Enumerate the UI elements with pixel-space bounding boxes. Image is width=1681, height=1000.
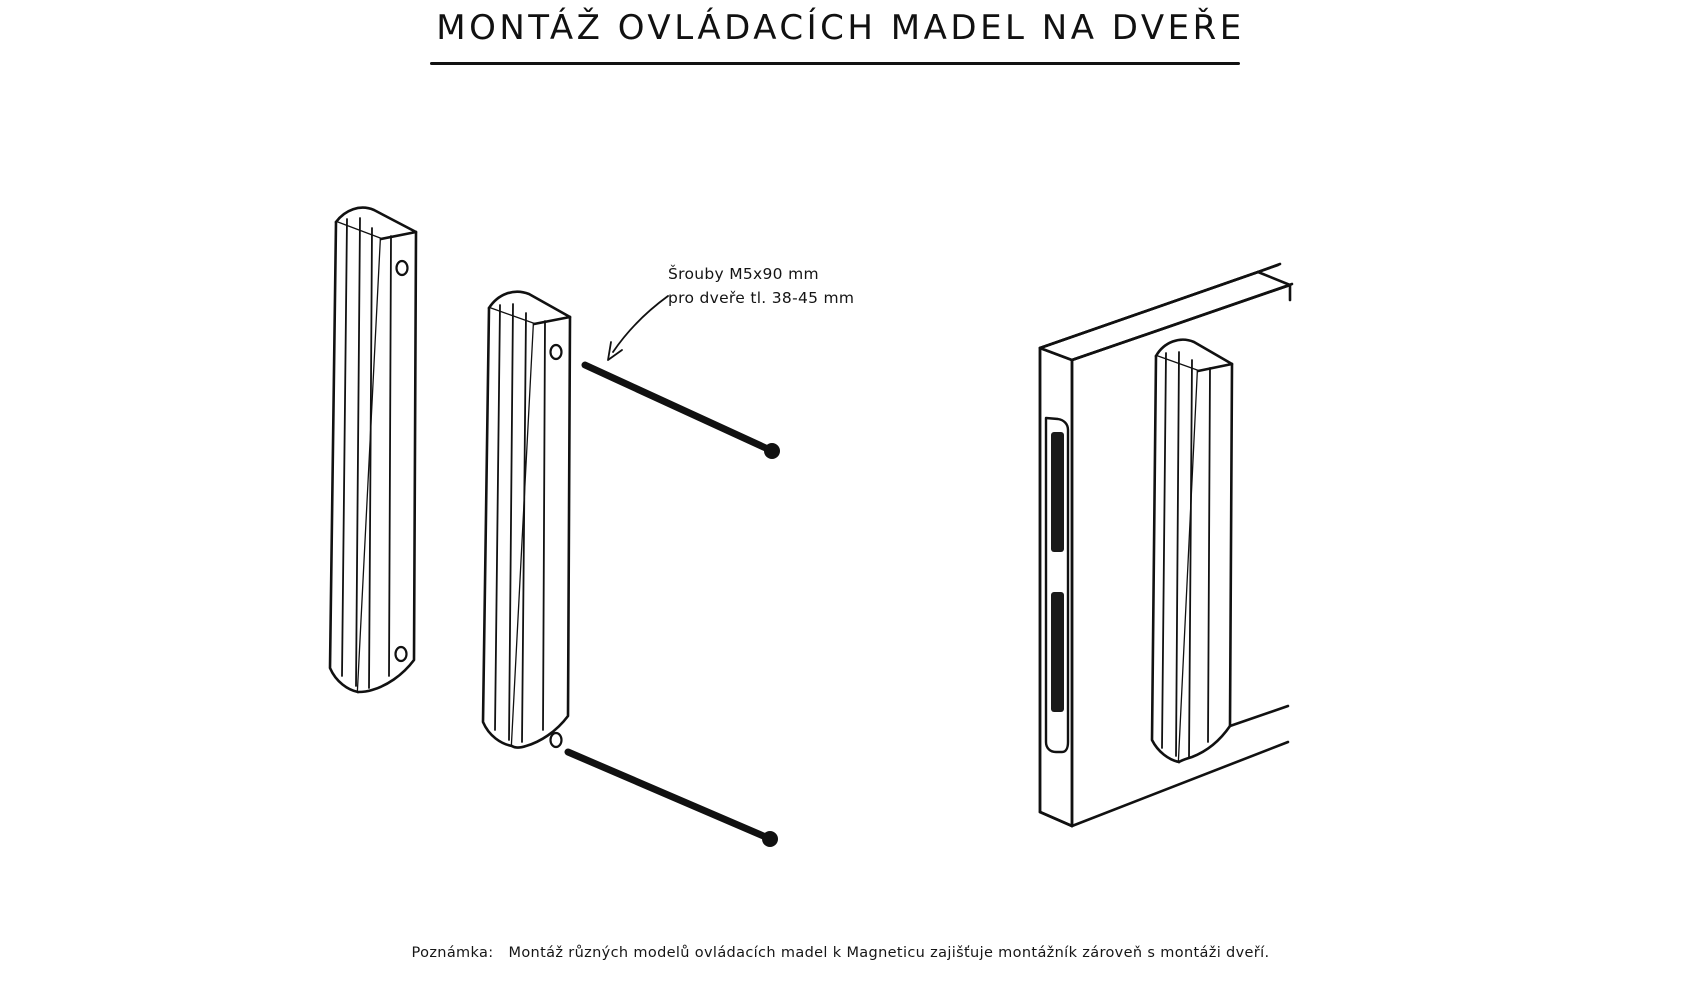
door-assembly xyxy=(1040,264,1292,826)
handle-left xyxy=(330,208,416,692)
callout-arrow xyxy=(608,296,668,360)
page-title: MONTÁŽ OVLÁDACÍCH MADEL NA DVEŘE xyxy=(436,8,1245,48)
screw-upper xyxy=(585,365,780,459)
callout-line-2: pro dveře tl. 38-45 mm xyxy=(668,289,855,308)
handle-middle xyxy=(483,292,570,748)
footnote xyxy=(0,945,1681,961)
footnote-text: Montáž různých modelů ovládacích madel k Magneticu zajišťuje montážník zároveň s montáži dveří. xyxy=(508,945,1270,961)
screw-lower xyxy=(568,752,778,847)
footnote-label: Poznámka: xyxy=(411,945,494,961)
callout-text xyxy=(668,262,968,310)
callout-line-1: Šrouby M5x90 mm xyxy=(668,265,819,283)
